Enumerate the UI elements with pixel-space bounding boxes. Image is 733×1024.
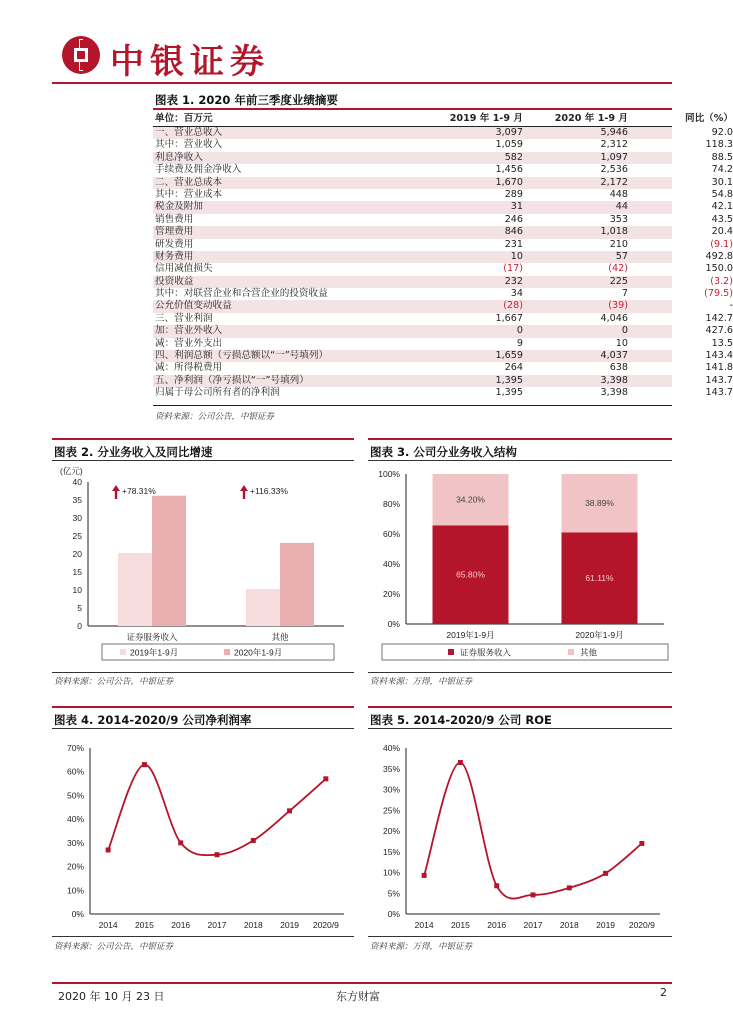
x-tick-label: 2016 [487, 920, 507, 930]
y-tick-label: 80% [382, 499, 400, 509]
data-point [458, 760, 463, 765]
fig3-chart [368, 462, 672, 670]
page-number: 2 [660, 986, 667, 999]
legend-swatch [568, 649, 574, 655]
table-row [153, 387, 733, 399]
logo-icon [62, 36, 100, 74]
row-2019: 246 [504, 213, 523, 225]
row-2019: 1,456 [495, 164, 523, 176]
data-point [531, 892, 536, 897]
row-2019: 1,670 [495, 176, 523, 188]
row-2020: 638 [609, 362, 628, 374]
table-row [153, 275, 733, 288]
data-point [422, 873, 427, 878]
fig4-top-rule [52, 706, 354, 708]
series-line [108, 765, 326, 856]
table-row [153, 226, 733, 238]
row-yoy: 492.8 [705, 250, 733, 262]
y-tick-label: 0% [387, 619, 400, 629]
row-yoy: 20.4 [711, 226, 733, 238]
x-tick-label: 2016 [171, 920, 191, 930]
y-tick-label: 10% [382, 867, 400, 878]
legend-swatch [224, 649, 230, 655]
row-label: 减：所得税费用 [155, 362, 223, 374]
fig2-unit-label: (亿元) [60, 466, 83, 476]
row-yoy: (79.5) [704, 288, 733, 300]
row-label: 公允价值变动收益 [155, 300, 232, 312]
y-tick-label: 20% [382, 589, 400, 599]
footer-rule [52, 982, 672, 984]
row-2019: 582 [504, 151, 523, 163]
fig2-sub-rule [52, 460, 354, 461]
row-label: 研发费用 [155, 238, 194, 250]
y-tick-label: 20% [66, 861, 84, 872]
row-label: 手续费及佣金净收入 [155, 164, 242, 176]
row-label: 税金及附加 [155, 201, 203, 213]
row-2020: 57 [615, 250, 628, 262]
row-2020: 225 [609, 275, 628, 287]
row-2020: 4,046 [600, 312, 628, 324]
data-label: 34.20% [456, 494, 485, 505]
fig2-source: 资料来源：公司公告，中银证券 [54, 677, 174, 687]
y-tick-label: 40% [66, 814, 84, 825]
table-row [153, 263, 733, 275]
row-label: 三、营业利润 [155, 312, 213, 324]
y-tick-label: 5 [77, 603, 82, 613]
x-tick-label: 2019 [596, 920, 616, 930]
row-yoy: 141.8 [705, 362, 733, 374]
x-tick-label: 证券服务收入 [126, 632, 178, 642]
row-2020: 44 [615, 201, 628, 213]
row-label: 四、利润总额（亏损总额以“一”号填列） [155, 350, 329, 362]
y-tick-label: 20 [72, 549, 82, 559]
table-row [153, 176, 733, 189]
table-row [153, 139, 733, 151]
fig3-title: 图表 3. 公司分业务收入结构 [370, 445, 517, 459]
x-tick-label: 2018 [243, 920, 263, 930]
row-label: 其中：对联营企业和合营企业的投资收益 [155, 288, 328, 300]
y-tick-label: 5% [387, 888, 400, 899]
table1-body [153, 127, 733, 400]
table1-col-2020: 2020 年 1-9 月 [554, 113, 628, 124]
table-row [153, 300, 733, 312]
bar-2019 [246, 589, 280, 626]
legend-label: 2019年1-9月 [130, 647, 179, 658]
row-2020: 2,536 [600, 164, 628, 176]
logo-text: 中银证券 [110, 42, 270, 82]
data-label: 38.89% [585, 498, 614, 509]
y-tick-label: 50% [66, 790, 84, 801]
table-row [153, 151, 733, 164]
row-2020: 3,398 [600, 374, 628, 386]
x-tick-label: 2020/9 [312, 920, 339, 930]
x-tick-label: 2014 [414, 920, 434, 930]
legend-swatch [120, 649, 126, 655]
row-label: 信用减值损失 [155, 263, 213, 275]
row-2020: 210 [609, 238, 628, 250]
row-yoy: (9.1) [710, 238, 733, 250]
data-point [215, 852, 220, 857]
row-label: 销售费用 [155, 213, 194, 225]
table-row [153, 250, 733, 263]
row-yoy: 92.0 [711, 127, 733, 138]
row-2020: 1,018 [600, 226, 628, 238]
legend-label: 证券服务收入 [460, 647, 512, 658]
table1-title: 图表 1. 2020 年前三季度业绩摘要 [155, 93, 338, 107]
row-yoy: 142.7 [705, 312, 733, 324]
y-tick-label: 15% [382, 846, 400, 857]
fig5-title: 图表 5. 2014-2020/9 公司 ROE [370, 713, 552, 727]
x-tick-label: 2015 [450, 920, 470, 930]
y-tick-label: 40% [382, 743, 400, 753]
table-row [153, 238, 733, 251]
table1-source: 资料来源：公司公告，中银证券 [155, 412, 275, 422]
legend-label: 其他 [580, 647, 598, 658]
table-row [153, 350, 733, 362]
row-2020: 448 [609, 188, 628, 200]
table-row [153, 312, 733, 325]
table1-top-rule [153, 108, 672, 110]
y-tick-label: 30% [66, 837, 84, 848]
row-yoy: 118.3 [705, 139, 733, 151]
table-row [153, 288, 733, 300]
y-tick-label: 30 [72, 513, 82, 523]
row-2019: 10 [510, 250, 523, 262]
y-tick-label: 25 [72, 531, 82, 541]
y-tick-label: 60% [382, 529, 400, 539]
fig2-top-rule [52, 438, 354, 440]
x-tick-label: 2014 [98, 920, 118, 930]
up-arrow-icon [243, 490, 245, 499]
y-tick-label: 0% [387, 909, 400, 919]
row-yoy: 143.7 [705, 387, 733, 399]
row-2019: (17) [503, 263, 523, 275]
row-yoy: 74.2 [711, 164, 733, 176]
x-tick-label: 2018 [559, 920, 579, 930]
data-point [639, 841, 644, 846]
x-tick-label: 其他 [271, 632, 289, 642]
x-tick-label: 2015 [134, 920, 154, 930]
data-point [494, 883, 499, 888]
row-label: 五、净利润（净亏损以“一”号填列） [155, 374, 309, 386]
table-row [153, 213, 733, 226]
row-2019: 31 [510, 201, 523, 213]
x-tick-label: 2017 [523, 920, 543, 930]
row-2019: 0 [516, 325, 523, 337]
y-tick-label: 35% [382, 763, 400, 774]
table-row [153, 201, 733, 213]
row-yoy: 88.5 [711, 151, 733, 163]
series-line [424, 763, 642, 899]
row-2020: (42) [608, 263, 628, 275]
bar-2020 [152, 496, 186, 626]
row-2019: 1,059 [495, 139, 523, 151]
row-label: 加：营业外收入 [155, 325, 223, 337]
table-row [153, 127, 733, 139]
table1-bottom-rule [153, 405, 672, 406]
row-2020: 1,097 [600, 151, 628, 163]
row-2019: 846 [504, 226, 523, 238]
row-yoy: 143.4 [705, 350, 733, 362]
data-point [106, 847, 111, 852]
row-2019: (28) [503, 300, 523, 312]
data-label: 61.11% [585, 573, 614, 584]
row-label: 其中：营业成本 [155, 188, 223, 200]
row-2019: 34 [510, 288, 523, 300]
row-2020: 5,946 [600, 127, 628, 138]
row-2020: 2,312 [600, 139, 628, 151]
y-tick-label: 100% [378, 469, 400, 479]
row-2020: 4,037 [600, 350, 628, 362]
fig4-chart [52, 730, 354, 934]
fig2-chart [52, 462, 354, 670]
y-tick-label: 30% [382, 784, 400, 795]
row-2019: 1,667 [495, 312, 523, 324]
data-point [142, 762, 147, 767]
growth-annotation: +116.33% [250, 486, 288, 496]
row-label: 归属于母公司所有者的净利润 [155, 387, 280, 399]
row-yoy: 43.5 [711, 213, 733, 225]
y-tick-label: 25% [382, 805, 400, 816]
bar-2019 [118, 553, 152, 626]
legend-swatch [448, 649, 454, 655]
table-row [153, 362, 733, 374]
row-2019: 231 [504, 238, 523, 250]
fig4-bottom-rule [52, 936, 354, 937]
bar-2020 [280, 543, 314, 626]
row-2019: 3,097 [495, 127, 523, 138]
table1-col-yoy: 同比（%） [685, 113, 733, 124]
row-2020: 353 [609, 213, 628, 225]
growth-annotation: +78.31% [122, 486, 156, 496]
x-tick-label: 2020年1-9月 [575, 630, 624, 640]
x-tick-label: 2019年1-9月 [446, 630, 495, 640]
row-2019: 1,395 [495, 387, 523, 399]
up-arrow-icon [115, 490, 117, 499]
legend-label: 2020年1-9月 [234, 647, 283, 658]
fig3-top-rule [368, 438, 672, 440]
row-yoy: - [729, 300, 733, 312]
y-tick-label: 70% [66, 743, 84, 753]
row-yoy: 150.0 [705, 263, 733, 275]
footer-center: 东方财富 [336, 990, 380, 1003]
fig5-source: 资料来源：万得，中银证券 [370, 942, 473, 952]
row-label: 一、营业总收入 [155, 127, 223, 138]
row-2020: 3,398 [600, 387, 628, 399]
row-2020: 10 [615, 337, 628, 349]
data-point [603, 871, 608, 876]
y-tick-label: 10 [72, 585, 82, 595]
data-point [567, 885, 572, 890]
y-tick-label: 0 [77, 621, 82, 631]
row-yoy: 54.8 [711, 188, 733, 200]
table-row [153, 325, 733, 337]
row-2019: 1,659 [495, 350, 523, 362]
y-tick-label: 35 [72, 495, 82, 505]
y-tick-label: 0% [71, 909, 84, 919]
row-2020: 0 [621, 325, 628, 337]
fig2-bottom-rule [52, 672, 354, 673]
fig3-sub-rule [368, 460, 672, 461]
row-2019: 9 [516, 337, 523, 349]
table1 [153, 112, 733, 400]
row-yoy: 42.1 [711, 201, 733, 213]
fig5-top-rule [368, 706, 672, 708]
table1-col-2019: 2019 年 1-9 月 [449, 113, 523, 124]
fig5-sub-rule [368, 728, 672, 729]
table-row [153, 374, 733, 387]
row-yoy: 143.7 [705, 374, 733, 386]
legend-box [382, 644, 668, 660]
y-tick-label: 40% [382, 559, 400, 569]
x-tick-label: 2020/9 [628, 920, 655, 930]
row-2019: 232 [504, 275, 523, 287]
row-yoy: 30.1 [711, 176, 733, 188]
row-2020: 2,172 [600, 176, 628, 188]
data-point [323, 776, 328, 781]
data-point [251, 838, 256, 843]
fig4-sub-rule [52, 728, 354, 729]
row-2019: 289 [504, 188, 523, 200]
row-label: 财务费用 [155, 250, 194, 262]
x-tick-label: 2019 [280, 920, 300, 930]
table1-header-row [153, 112, 733, 127]
row-2020: (39) [608, 300, 628, 312]
x-tick-label: 2017 [207, 920, 227, 930]
table1-col-unit: 单位：百万元 [155, 113, 213, 124]
fig3-bottom-rule [368, 672, 672, 673]
fig4-title: 图表 4. 2014-2020/9 公司净利润率 [54, 713, 252, 727]
row-label: 减：营业外支出 [155, 337, 223, 349]
row-label: 利息净收入 [155, 151, 203, 163]
y-tick-label: 10% [66, 885, 84, 896]
fig2-title: 图表 2. 分业务收入及同比增速 [54, 445, 213, 459]
row-label: 二、营业总成本 [155, 176, 223, 188]
y-tick-label: 15 [72, 567, 82, 577]
fig5-chart [368, 730, 672, 934]
table-row [153, 337, 733, 350]
row-2020: 7 [621, 288, 628, 300]
fig5-bottom-rule [368, 936, 672, 937]
row-yoy: 427.6 [705, 325, 733, 337]
footer-date: 2020 年 10 月 23 日 [58, 990, 165, 1003]
table-row [153, 164, 733, 176]
header-rule [52, 82, 672, 84]
fig4-source: 资料来源：公司公告，中银证券 [54, 942, 174, 952]
row-2019: 1,395 [495, 374, 523, 386]
row-2019: 264 [504, 362, 523, 374]
y-tick-label: 20% [382, 826, 400, 836]
fig3-source: 资料来源：万得，中银证券 [370, 677, 473, 687]
data-point [287, 808, 292, 813]
data-label: 65.80% [456, 569, 485, 580]
table-row [153, 188, 733, 201]
row-label: 管理费用 [155, 226, 194, 238]
data-point [178, 840, 183, 845]
row-yoy: (3.2) [710, 275, 733, 287]
y-tick-label: 60% [66, 766, 84, 777]
row-yoy: 13.5 [711, 337, 733, 349]
row-label: 投资收益 [155, 275, 194, 287]
row-label: 其中：营业收入 [155, 139, 223, 151]
y-tick-label: 40 [72, 477, 82, 487]
